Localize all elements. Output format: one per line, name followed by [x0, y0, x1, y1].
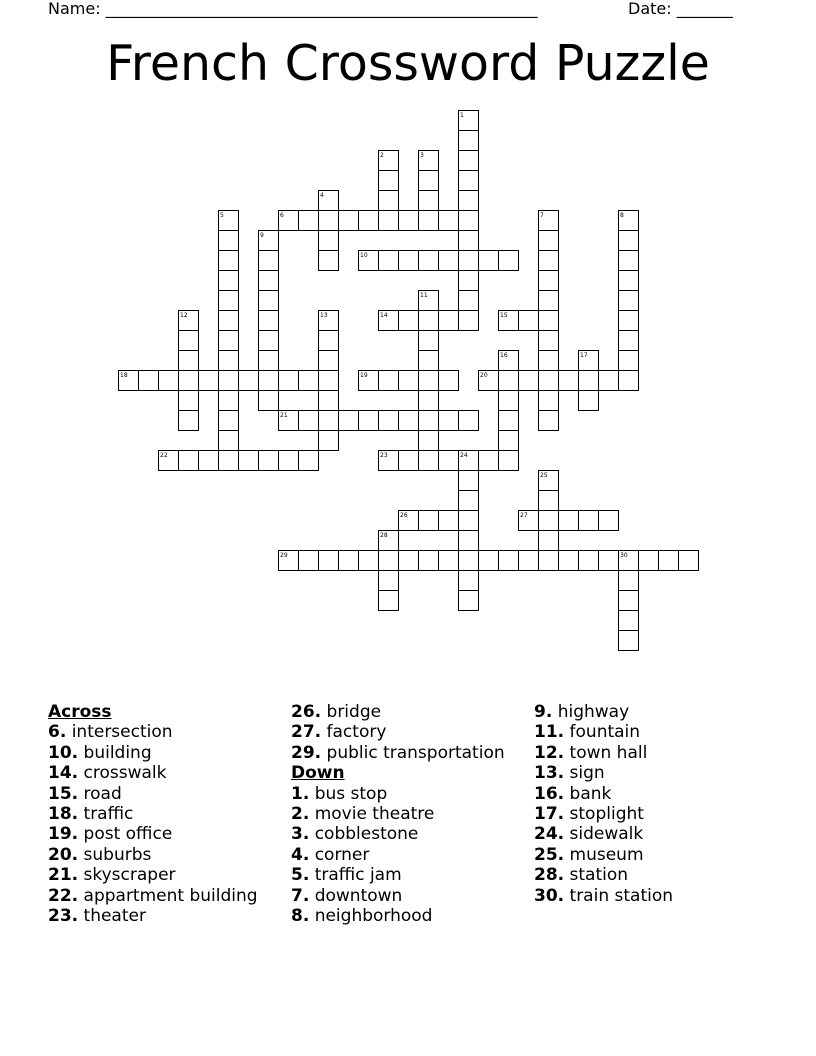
clue-item-text: theater: [78, 906, 146, 927]
grid-cell[interactable]: [439, 411, 459, 431]
clue-number: 23: [380, 452, 388, 459]
clue-item-number: 20.: [48, 844, 79, 865]
clue-item: [291, 804, 505, 824]
clue-item-text: sign: [564, 763, 605, 784]
clue-item: [534, 743, 673, 763]
grid-cell[interactable]: [299, 451, 319, 471]
grid-cell[interactable]: [319, 211, 339, 231]
grid-cell[interactable]: [499, 551, 519, 571]
clue-number: 19: [360, 372, 368, 379]
clue-item: [534, 784, 673, 804]
grid-cell[interactable]: [299, 371, 319, 391]
clue-item-number: 3.: [291, 824, 310, 845]
grid-cell[interactable]: [259, 251, 279, 271]
clue-item-text: town hall: [564, 742, 648, 763]
clues-column-1: [48, 702, 258, 926]
grid-cell[interactable]: [139, 371, 159, 391]
clue-item-number: 7.: [291, 885, 310, 906]
clue-item-text: sidewalk: [564, 824, 644, 845]
grid-cell[interactable]: [479, 451, 499, 471]
grid-cell[interactable]: [319, 251, 339, 271]
clue-item-number: 6.: [48, 722, 67, 743]
clue-number: 26: [400, 512, 408, 519]
clue-item-number: 10.: [48, 742, 79, 763]
grid-cell[interactable]: [179, 331, 199, 351]
clue-item: [291, 702, 505, 722]
grid-cell[interactable]: [539, 291, 559, 311]
grid-cell[interactable]: [619, 571, 639, 591]
clue-item-text: public transportation: [321, 742, 505, 763]
grid-cell[interactable]: [459, 471, 479, 491]
grid-cell[interactable]: [179, 411, 199, 431]
clue-item-number: 1.: [291, 783, 310, 804]
grid-cell[interactable]: [579, 511, 599, 531]
grid-cell[interactable]: [339, 551, 359, 571]
clue-item-number: 15.: [48, 783, 79, 804]
grid-cell[interactable]: [599, 371, 619, 391]
grid-cell[interactable]: [499, 431, 519, 451]
grid-cell[interactable]: [579, 551, 599, 571]
grid-cell[interactable]: [539, 331, 559, 351]
clue-item-text: factory: [321, 722, 387, 743]
clue-item: [291, 784, 505, 804]
clue-number: 11: [420, 292, 428, 299]
grid-cell[interactable]: [539, 491, 559, 511]
grid-cell[interactable]: [359, 411, 379, 431]
clue-item-number: 28.: [534, 865, 565, 886]
grid-cell[interactable]: [579, 391, 599, 411]
clue-number: 8: [620, 212, 624, 219]
clue-item-text: traffic jam: [309, 865, 402, 886]
grid-cell[interactable]: [219, 431, 239, 451]
grid-cell[interactable]: [299, 211, 319, 231]
grid-cell[interactable]: [339, 411, 359, 431]
clue-item-text: building: [78, 742, 152, 763]
clue-number: 13: [320, 312, 328, 319]
clue-item: [48, 784, 258, 804]
grid-cell[interactable]: [519, 311, 539, 331]
clue-number: 5: [220, 212, 224, 219]
grid-cell[interactable]: [499, 391, 519, 411]
grid-cell[interactable]: [379, 591, 399, 611]
clue-item-text: stoplight: [564, 804, 644, 825]
grid-cell[interactable]: [419, 411, 439, 431]
name-field-label[interactable]: Name: ______________________________________________________: [48, 0, 538, 18]
clue-item-text: traffic: [78, 804, 134, 825]
clue-number: 16: [500, 352, 508, 359]
clue-item-number: 24.: [534, 824, 565, 845]
grid-cell[interactable]: [619, 291, 639, 311]
grid-cell[interactable]: [459, 231, 479, 251]
grid-cell[interactable]: [619, 611, 639, 631]
clue-number: 25: [540, 472, 548, 479]
grid-cell[interactable]: [219, 251, 239, 271]
grid-cell[interactable]: [219, 331, 239, 351]
clue-number: 21: [280, 412, 288, 419]
clue-item-number: 30.: [534, 885, 565, 906]
grid-cell[interactable]: [439, 511, 459, 531]
clue-number: 7: [540, 212, 544, 219]
grid-cell[interactable]: [539, 531, 559, 551]
grid-cell[interactable]: [619, 371, 639, 391]
grid-cell[interactable]: [459, 251, 479, 271]
grid-cell[interactable]: [439, 451, 459, 471]
clue-item-number: 5.: [291, 865, 310, 886]
clue-item-number: 12.: [534, 742, 565, 763]
grid-cell[interactable]: [539, 391, 559, 411]
grid-cell[interactable]: [279, 371, 299, 391]
clue-item-number: 21.: [48, 865, 79, 886]
clue-item: [48, 865, 258, 885]
grid-cell[interactable]: [439, 211, 459, 231]
grid-cell[interactable]: [319, 391, 339, 411]
grid-cell[interactable]: [399, 211, 419, 231]
grid-cell[interactable]: [379, 211, 399, 231]
clue-item: [534, 804, 673, 824]
grid-cell[interactable]: [399, 551, 419, 571]
grid-cell[interactable]: [219, 451, 239, 471]
grid-cell[interactable]: [219, 391, 239, 411]
clue-item: [48, 886, 258, 906]
clue-item-text: movie theatre: [309, 804, 435, 825]
clue-item-text: museum: [564, 844, 644, 865]
grid-cell[interactable]: [319, 411, 339, 431]
grid-cell[interactable]: [499, 251, 519, 271]
grid-cell[interactable]: [359, 551, 379, 571]
clue-item-text: train station: [564, 885, 674, 906]
grid-cell[interactable]: [419, 391, 439, 411]
grid-cell[interactable]: [419, 351, 439, 371]
clue-item: [291, 845, 505, 865]
grid-cell[interactable]: [319, 231, 339, 251]
grid-cell[interactable]: [419, 251, 439, 271]
grid-cell[interactable]: [419, 551, 439, 571]
clue-number: 30: [620, 552, 628, 559]
grid-cell[interactable]: [519, 371, 539, 391]
clue-item-number: 23.: [48, 906, 79, 927]
grid-cell[interactable]: [459, 151, 479, 171]
grid-cell[interactable]: [379, 571, 399, 591]
clue-number: 3: [420, 152, 424, 159]
grid-cell[interactable]: [219, 411, 239, 431]
clue-item: [534, 886, 673, 906]
page-title: French Crossword Puzzle: [106, 35, 710, 92]
grid-cell[interactable]: [539, 411, 559, 431]
clue-item-text: suburbs: [78, 844, 152, 865]
clue-item: [534, 824, 673, 844]
grid-cell[interactable]: [539, 311, 559, 331]
clue-item-number: 17.: [534, 804, 565, 825]
clue-section-heading: Down: [291, 763, 345, 784]
clue-item: [534, 845, 673, 865]
grid-cell[interactable]: [239, 371, 259, 391]
grid-cell[interactable]: [459, 291, 479, 311]
grid-cell[interactable]: [419, 331, 439, 351]
grid-cell[interactable]: [459, 511, 479, 531]
grid-cell[interactable]: [539, 551, 559, 571]
grid-cell[interactable]: [539, 251, 559, 271]
clue-item-text: highway: [552, 702, 630, 722]
clue-item: [48, 824, 258, 844]
grid-cell[interactable]: [219, 371, 239, 391]
clue-item-number: 14.: [48, 763, 79, 784]
grid-cell[interactable]: [619, 251, 639, 271]
clue-number: 14: [380, 312, 388, 319]
grid-cell[interactable]: [219, 231, 239, 251]
grid-cell[interactable]: [479, 551, 499, 571]
grid-cell[interactable]: [539, 371, 559, 391]
grid-cell[interactable]: [299, 411, 319, 431]
grid-cell[interactable]: [379, 371, 399, 391]
clue-item: [48, 763, 258, 783]
clue-number: 20: [480, 372, 488, 379]
clue-item: [48, 804, 258, 824]
clue-item: [291, 865, 505, 885]
grid-cell[interactable]: [319, 551, 339, 571]
grid-cell[interactable]: [419, 171, 439, 191]
grid-cell[interactable]: [619, 331, 639, 351]
clue-section-heading: Across: [48, 702, 112, 722]
grid-cell[interactable]: [419, 511, 439, 531]
clue-item-number: 29.: [291, 742, 322, 763]
grid-cell[interactable]: [619, 311, 639, 331]
grid-cell[interactable]: [259, 271, 279, 291]
grid-cell[interactable]: [459, 191, 479, 211]
grid-cell[interactable]: [259, 331, 279, 351]
grid-cell[interactable]: [179, 371, 199, 391]
grid-cell[interactable]: [419, 371, 439, 391]
grid-cell[interactable]: [319, 371, 339, 391]
clue-item: [291, 722, 505, 742]
grid-cell[interactable]: [399, 451, 419, 471]
grid-cell[interactable]: [199, 451, 219, 471]
grid-cell[interactable]: [399, 371, 419, 391]
clue-item-text: intersection: [66, 722, 173, 743]
grid-cell[interactable]: [259, 451, 279, 471]
grid-cell[interactable]: [459, 591, 479, 611]
grid-cell[interactable]: [619, 231, 639, 251]
grid-cell[interactable]: [379, 551, 399, 571]
grid-cell[interactable]: [619, 271, 639, 291]
clue-item-text: neighborhood: [309, 906, 433, 927]
clue-item: [48, 845, 258, 865]
clue-item-text: downtown: [309, 885, 403, 906]
clue-item-number: 8.: [291, 906, 310, 927]
clue-number: 18: [120, 372, 128, 379]
clue-item-number: 4.: [291, 844, 310, 865]
grid-cell[interactable]: [379, 171, 399, 191]
clue-number: 17: [580, 352, 588, 359]
grid-cell[interactable]: [659, 551, 679, 571]
clues-column-3: [534, 702, 673, 906]
grid-cell[interactable]: [299, 551, 319, 571]
grid-cell[interactable]: [319, 331, 339, 351]
clue-item: [291, 906, 505, 926]
grid-cell[interactable]: [399, 311, 419, 331]
clues-column-2: [291, 702, 505, 926]
grid-cell[interactable]: [379, 191, 399, 211]
grid-cell[interactable]: [419, 431, 439, 451]
grid-cell[interactable]: [259, 391, 279, 411]
grid-cell[interactable]: [459, 411, 479, 431]
clue-number: 28: [380, 532, 388, 539]
clue-item-number: 13.: [534, 763, 565, 784]
clue-item-text: bus stop: [309, 783, 388, 804]
grid-cell[interactable]: [259, 351, 279, 371]
grid-cell[interactable]: [459, 311, 479, 331]
clue-item-number: 2.: [291, 804, 310, 825]
clue-item-text: fountain: [564, 722, 641, 743]
grid-cell[interactable]: [599, 511, 619, 531]
grid-cell[interactable]: [539, 511, 559, 531]
grid-cell[interactable]: [499, 371, 519, 391]
grid-cell[interactable]: [639, 551, 659, 571]
clue-item-number: 9.: [534, 702, 553, 722]
grid-cell[interactable]: [619, 591, 639, 611]
clue-item-text: crosswalk: [78, 763, 167, 784]
clue-item: [534, 702, 673, 722]
grid-cell[interactable]: [179, 351, 199, 371]
clue-item: [48, 906, 258, 926]
clue-item: [534, 722, 673, 742]
grid-cell[interactable]: [439, 551, 459, 571]
clue-number: 22: [160, 452, 168, 459]
grid-cell[interactable]: [559, 371, 579, 391]
grid-cell[interactable]: [519, 551, 539, 571]
clue-item-number: 25.: [534, 844, 565, 865]
grid-cell[interactable]: [439, 311, 459, 331]
clue-item-text: road: [78, 783, 122, 804]
clue-item: [534, 763, 673, 783]
clue-item-number: 26.: [291, 702, 322, 722]
grid-cell[interactable]: [379, 411, 399, 431]
grid-cell[interactable]: [459, 491, 479, 511]
grid-cell[interactable]: [539, 351, 559, 371]
clue-item-number: 27.: [291, 722, 322, 743]
grid-cell[interactable]: [319, 351, 339, 371]
grid-cell[interactable]: [559, 511, 579, 531]
clue-number: 27: [520, 512, 528, 519]
grid-cell[interactable]: [319, 431, 339, 451]
clue-item-number: 18.: [48, 804, 79, 825]
grid-cell[interactable]: [419, 311, 439, 331]
clue-item-text: cobblestone: [309, 824, 419, 845]
grid-cell[interactable]: [439, 371, 459, 391]
grid-cell[interactable]: [599, 551, 619, 571]
grid-cell[interactable]: [419, 191, 439, 211]
clue-item: [291, 743, 505, 763]
grid-cell[interactable]: [219, 311, 239, 331]
grid-cell[interactable]: [459, 211, 479, 231]
clue-number: 24: [460, 452, 468, 459]
grid-cell[interactable]: [459, 571, 479, 591]
grid-cell[interactable]: [219, 291, 239, 311]
clue-item: [534, 865, 673, 885]
grid-cell[interactable]: [679, 551, 699, 571]
clue-item: [291, 886, 505, 906]
grid-cell[interactable]: [339, 211, 359, 231]
grid-cell[interactable]: [459, 551, 479, 571]
clue-item-text: bridge: [321, 702, 382, 722]
grid-cell[interactable]: [539, 231, 559, 251]
clue-number: 9: [260, 232, 264, 239]
grid-cell[interactable]: [259, 291, 279, 311]
clue-item-text: corner: [309, 844, 370, 865]
clue-item-text: appartment building: [78, 885, 258, 906]
grid-cell[interactable]: [399, 411, 419, 431]
grid-cell[interactable]: [179, 391, 199, 411]
grid-cell[interactable]: [279, 451, 299, 471]
clue-item-text: post office: [78, 824, 173, 845]
grid-cell[interactable]: [159, 371, 179, 391]
clue-number: 29: [280, 552, 288, 559]
grid-cell[interactable]: [399, 251, 419, 271]
grid-cell[interactable]: [259, 311, 279, 331]
grid-cell[interactable]: [499, 411, 519, 431]
clue-number: 10: [360, 252, 368, 259]
clue-number: 1: [460, 112, 464, 119]
grid-cell[interactable]: [439, 251, 459, 271]
clue-item: [48, 722, 258, 742]
grid-cell[interactable]: [499, 451, 519, 471]
grid-cell[interactable]: [419, 211, 439, 231]
clue-item: [48, 743, 258, 763]
clue-item-text: station: [564, 865, 629, 886]
grid-cell[interactable]: [539, 271, 559, 291]
clue-item-text: bank: [564, 783, 612, 804]
grid-cell[interactable]: [479, 251, 499, 271]
grid-cell[interactable]: [419, 451, 439, 471]
grid-cell[interactable]: [239, 451, 259, 471]
clue-item-text: skyscraper: [78, 865, 176, 886]
grid-cell[interactable]: [199, 371, 219, 391]
date-field-label[interactable]: Date: _______: [628, 0, 733, 18]
grid-cell[interactable]: [219, 271, 239, 291]
clue-number: 6: [280, 212, 284, 219]
grid-cell[interactable]: [179, 451, 199, 471]
clue-item-number: 16.: [534, 783, 565, 804]
clue-item-number: 22.: [48, 885, 79, 906]
grid-cell[interactable]: [379, 251, 399, 271]
grid-cell[interactable]: [219, 351, 239, 371]
clue-item-number: 11.: [534, 722, 565, 743]
grid-cell[interactable]: [619, 631, 639, 651]
grid-cell[interactable]: [459, 131, 479, 151]
clue-number: 4: [320, 192, 324, 199]
grid-cell[interactable]: [559, 551, 579, 571]
grid-cell[interactable]: [459, 171, 479, 191]
grid-cell[interactable]: [579, 371, 599, 391]
grid-cell[interactable]: [619, 351, 639, 371]
grid-cell[interactable]: [359, 211, 379, 231]
clue-number: 12: [180, 312, 188, 319]
grid-cell[interactable]: [459, 531, 479, 551]
clue-number: 15: [500, 312, 508, 319]
clue-number: 2: [380, 152, 384, 159]
grid-cell[interactable]: [259, 371, 279, 391]
clue-item: [291, 824, 505, 844]
clue-item-number: 19.: [48, 824, 79, 845]
grid-cell[interactable]: [459, 271, 479, 291]
